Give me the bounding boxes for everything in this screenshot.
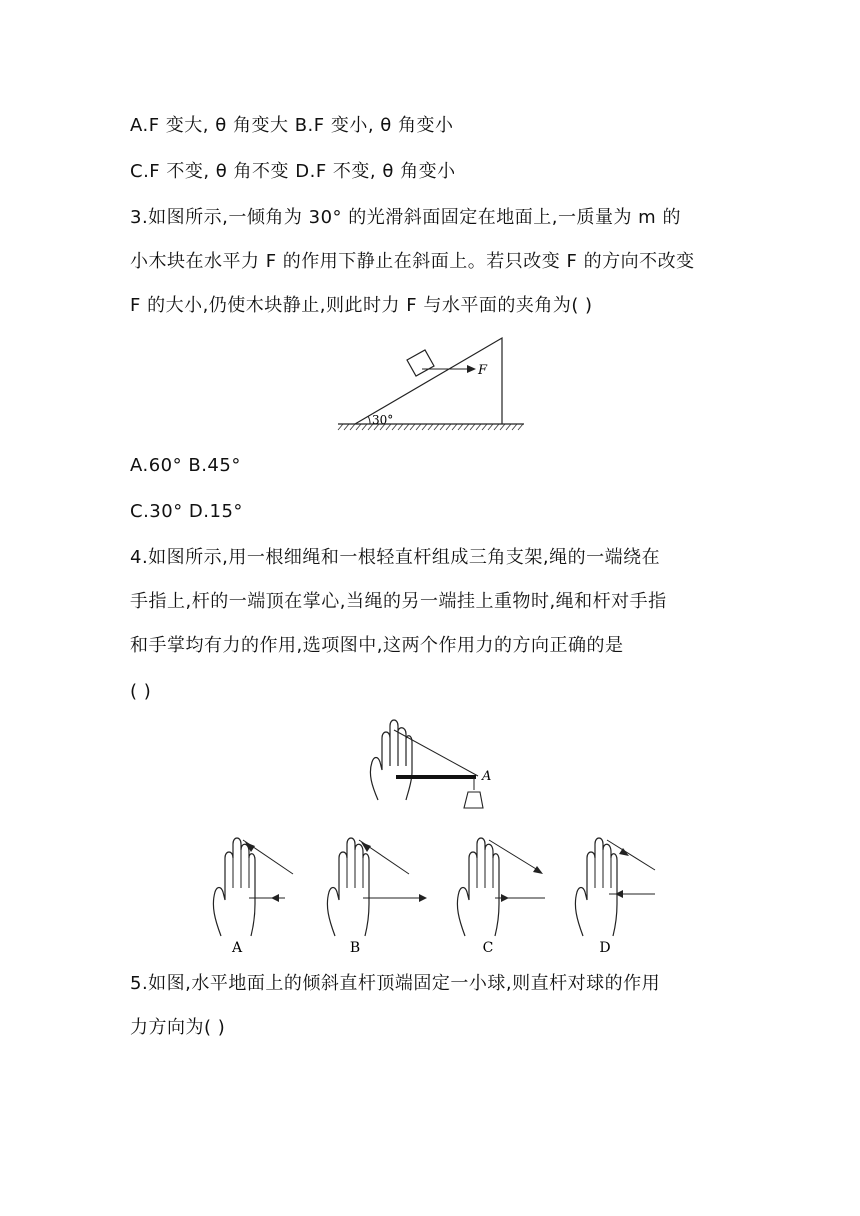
q3-options-line-1: A.60° B.45° xyxy=(130,455,241,476)
hand-bracket-figure xyxy=(360,716,500,816)
option-c-hand xyxy=(457,838,545,936)
q5-text-line-2: 力方向为( ) xyxy=(130,1017,226,1038)
option-d-hand xyxy=(575,838,655,936)
q3-text-line-1: 3.如图所示,一倾角为 30° 的光滑斜面固定在地面上,一质量为 m 的 xyxy=(130,207,681,228)
q4-text-line-3: 和手掌均有力的作用,选项图中,这两个作用力的方向正确的是 xyxy=(130,635,624,656)
hand-outline xyxy=(370,720,412,800)
option-a-hand xyxy=(213,838,293,936)
option-b-hand xyxy=(327,838,427,936)
weight xyxy=(464,792,483,808)
q5-text-line-1: 5.如图,水平地面上的倾斜直杆顶端固定一小球,则直杆对球的作用 xyxy=(130,973,661,994)
q4-text-line-4: ( ) xyxy=(130,681,152,702)
force-arrowhead xyxy=(467,365,476,373)
q3-text-line-2: 小木块在水平力 F 的作用下静止在斜面上。若只改变 F 的方向不改变 xyxy=(130,251,695,272)
option-d-label: D xyxy=(599,940,611,956)
q4-text-line-2: 手指上,杆的一端顶在掌心,当绳的另一端挂上重物时,绳和杆对手指 xyxy=(130,591,667,612)
force-label: F xyxy=(478,363,488,378)
angle-arc xyxy=(368,416,370,424)
q2-options-line-1: A.F 变大, θ 角变大 B.F 变小, θ 角变小 xyxy=(130,115,454,136)
incline xyxy=(355,338,502,424)
q2-options-line-2: C.F 不变, θ 角不变 D.F 不变, θ 角变小 xyxy=(130,161,456,182)
q3-options-line-2: C.30° D.15° xyxy=(130,501,243,522)
rope xyxy=(394,730,478,776)
point-a-label: A xyxy=(482,769,492,784)
q4-text-line-1: 4.如图所示,用一根细绳和一根轻直杆组成三角支架,绳的一端绕在 xyxy=(130,547,661,568)
option-b-label: B xyxy=(349,940,361,956)
incline-figure xyxy=(330,330,530,440)
block xyxy=(407,350,434,376)
option-c-label: C xyxy=(482,940,494,956)
hand-options-figure xyxy=(205,828,665,956)
option-a-label: A xyxy=(231,940,243,956)
ground xyxy=(338,424,524,430)
q3-text-line-3: F 的大小,仍使木块静止,则此时力 F 与水平面的夹角为( ) xyxy=(130,295,593,316)
angle-label: 30° xyxy=(372,413,394,427)
